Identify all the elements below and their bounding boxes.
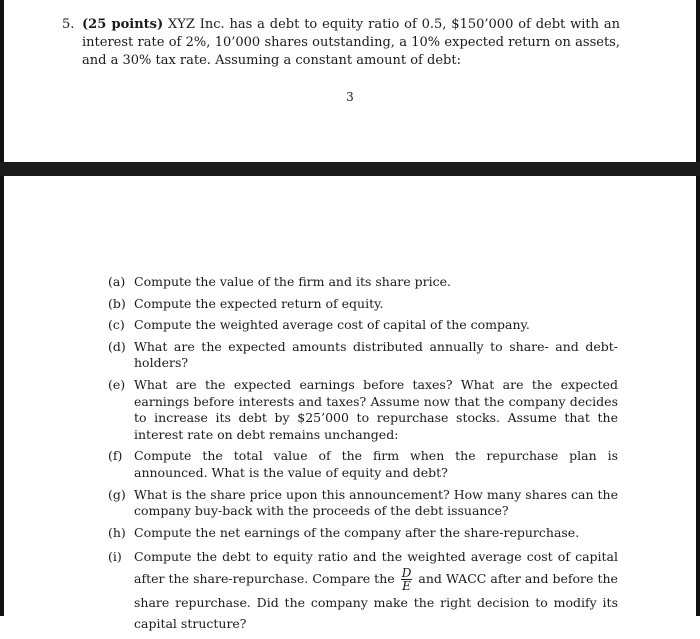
part-text: Compute the weighted average cost of capital of the company. bbox=[134, 317, 530, 333]
part-f bbox=[108, 448, 618, 481]
part-text: Compute the expected return of equity. bbox=[134, 295, 384, 311]
part-text: Compute the net earnings of the company after the share-repurchase. bbox=[134, 524, 580, 540]
page-separator bbox=[0, 162, 700, 176]
part-i bbox=[108, 546, 618, 634]
part-label: (b) bbox=[108, 295, 126, 311]
problem-points: (25 points) bbox=[82, 17, 164, 32]
problem-text: XYZ Inc. has a debt to equity ratio of 0.5, $150’000 of debt with an interest rate of 2%, 10’000 shares outstanding, a 10% expected return on assets, and a 30% tax rate. Assuming a constant amount of debt: bbox=[82, 17, 620, 68]
question-parts-list bbox=[108, 274, 618, 639]
fraction-numerator: D bbox=[401, 566, 412, 581]
problem-statement bbox=[62, 16, 620, 70]
part-text: What are the expected earnings before taxes? What are the expected earnings before interests and taxes? Assume now that the company decides to increase its debt by $25’000 to repurchase stocks. Assume that the interest rate on debt remains unchanged: bbox=[134, 376, 618, 442]
part-text-after: and WACC after and before the share repurchase. Did the company make the right decision to modify its capital structure? bbox=[134, 571, 618, 632]
part-label: (c) bbox=[108, 317, 125, 333]
part-label: (g) bbox=[108, 486, 126, 502]
part-d bbox=[108, 339, 618, 372]
part-label: (e) bbox=[108, 376, 126, 392]
part-g bbox=[108, 487, 618, 520]
part-label: (i) bbox=[108, 549, 122, 565]
problem-number: 5. bbox=[62, 17, 75, 32]
part-e bbox=[108, 377, 618, 443]
part-text: What are the expected amounts distributed annually to share- and debt-holders? bbox=[134, 338, 618, 371]
part-text: What is the share price upon this announcement? How many shares can the company buy-back with the proceeds of the debt issuance? bbox=[134, 486, 618, 519]
fraction-denominator: E bbox=[402, 579, 411, 594]
page-number: 3 bbox=[346, 90, 354, 104]
part-text: Compute the total value of the firm when the repurchase plan is announced. What is the value of equity and debt? bbox=[134, 448, 618, 480]
part-label: (a) bbox=[108, 274, 126, 289]
part-c bbox=[108, 317, 618, 334]
page-top bbox=[0, 0, 700, 162]
debt-equity-fraction bbox=[401, 567, 413, 592]
page-bottom bbox=[0, 176, 700, 632]
part-text: Compute the value of the firm and its share price. bbox=[134, 274, 451, 289]
part-label: (h) bbox=[108, 524, 126, 540]
part-a bbox=[108, 274, 618, 291]
part-h bbox=[108, 525, 618, 542]
part-b bbox=[108, 296, 618, 313]
part-label: (d) bbox=[108, 338, 126, 354]
part-label: (f) bbox=[108, 448, 123, 464]
part-text-before: Compute the debt to equity ratio and the weighted average cost of capital after the share-repurchase. Compare the bbox=[134, 549, 618, 587]
